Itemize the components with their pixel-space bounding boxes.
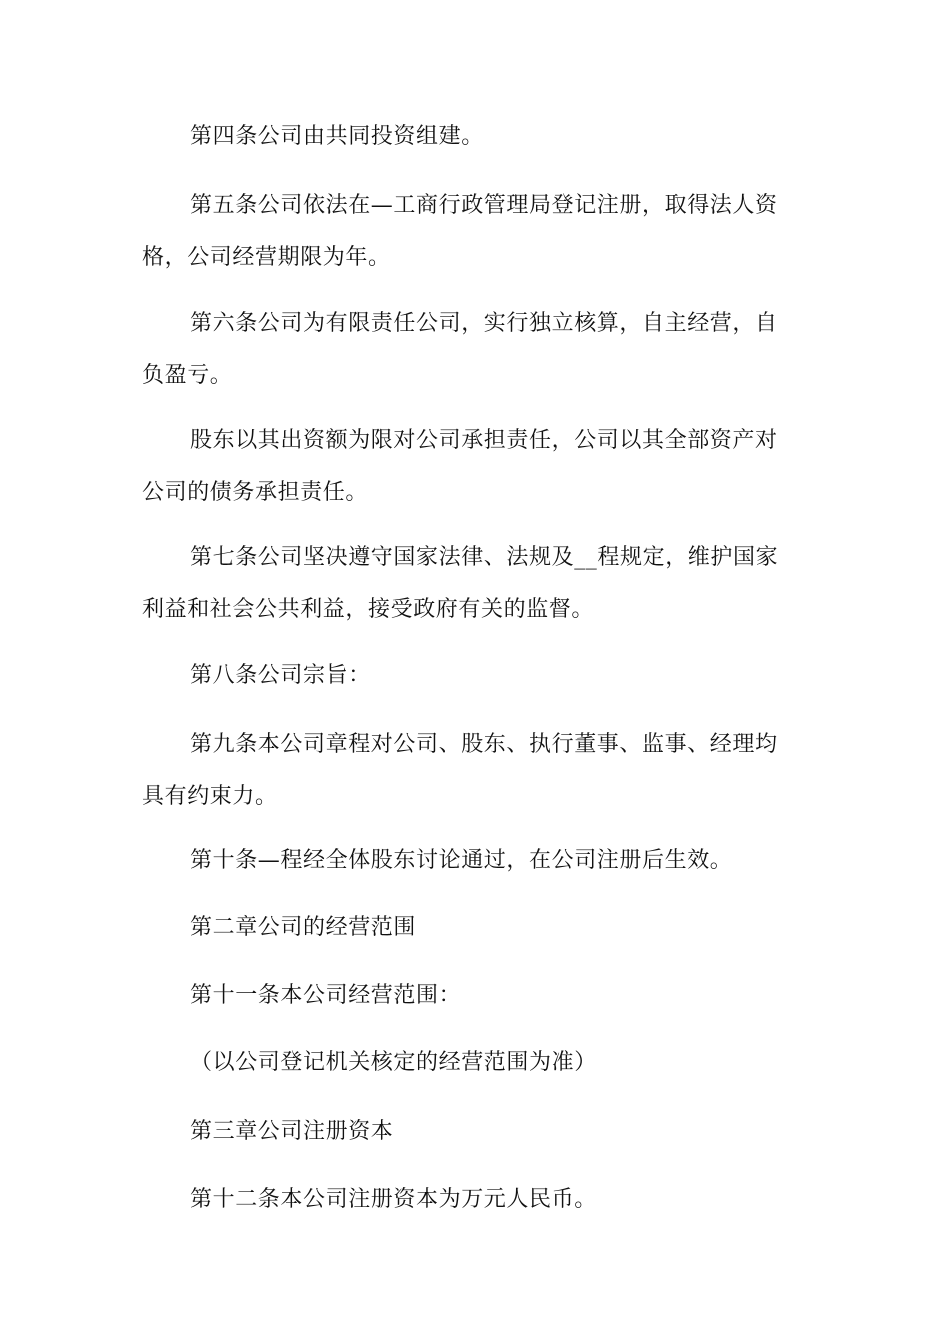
paragraph-line: 利益和社会公共利益，接受政府有关的监督。 bbox=[142, 597, 595, 622]
paragraph-article-12 bbox=[142, 1174, 800, 1226]
paragraph-article-10 bbox=[142, 835, 800, 887]
paragraph-article-9 bbox=[142, 719, 800, 823]
paragraph-line: 第九条本公司章程对公司、股东、执行董事、监事、经理均 bbox=[190, 732, 778, 757]
chapter-heading-business-scope bbox=[142, 902, 800, 954]
paragraph-line: 负盈亏。 bbox=[142, 363, 233, 388]
paragraph-line: 第八条公司宗旨： bbox=[190, 663, 371, 688]
paragraph-article-8 bbox=[142, 650, 800, 702]
paragraph-line: 第二章公司的经营范围 bbox=[190, 915, 417, 940]
paragraph-line: 第四条公司由共同投资组建。 bbox=[190, 124, 484, 149]
paragraph-line: 具有约束力。 bbox=[142, 784, 278, 809]
paragraph-line: 第十条—程经全体股东讨论通过，在公司注册后生效。 bbox=[190, 848, 733, 873]
paragraph-article-11 bbox=[142, 970, 800, 1022]
paragraph-business-scope-note bbox=[142, 1037, 800, 1089]
paragraph-line: 公司的债务承担责任。 bbox=[142, 480, 369, 505]
paragraph-shareholder-liability bbox=[142, 415, 800, 519]
chapter-heading-registered-capital bbox=[142, 1106, 800, 1158]
paragraph-article-6 bbox=[142, 298, 800, 402]
paragraph-line: 第十二条本公司注册资本为万元人民币。 bbox=[190, 1187, 597, 1212]
paragraph-article-4 bbox=[142, 111, 800, 163]
paragraph-article-7 bbox=[142, 532, 800, 636]
paragraph-line: 第七条公司坚决遵守国家法律、法规及__程规定，维护国家 bbox=[190, 545, 779, 570]
paragraph-line: 第三章公司注册资本 bbox=[190, 1119, 394, 1144]
paragraph-line: 股东以其出资额为限对公司承担责任，公司以其全部资产对 bbox=[190, 428, 778, 453]
paragraph-line: 格，公司经营期限为年。 bbox=[142, 245, 391, 270]
paragraph-line: 第六条公司为有限责任公司，实行独立核算，自主经营，自 bbox=[190, 311, 778, 336]
paragraph-line: （以公司登记机关核定的经营范围为准） bbox=[190, 1050, 597, 1075]
paragraph-line: 第五条公司依法在—工商行政管理局登记注册，取得法人资 bbox=[190, 193, 778, 218]
paragraph-article-5 bbox=[142, 180, 800, 284]
paragraph-line: 第十一条本公司经营范围： bbox=[190, 983, 462, 1008]
